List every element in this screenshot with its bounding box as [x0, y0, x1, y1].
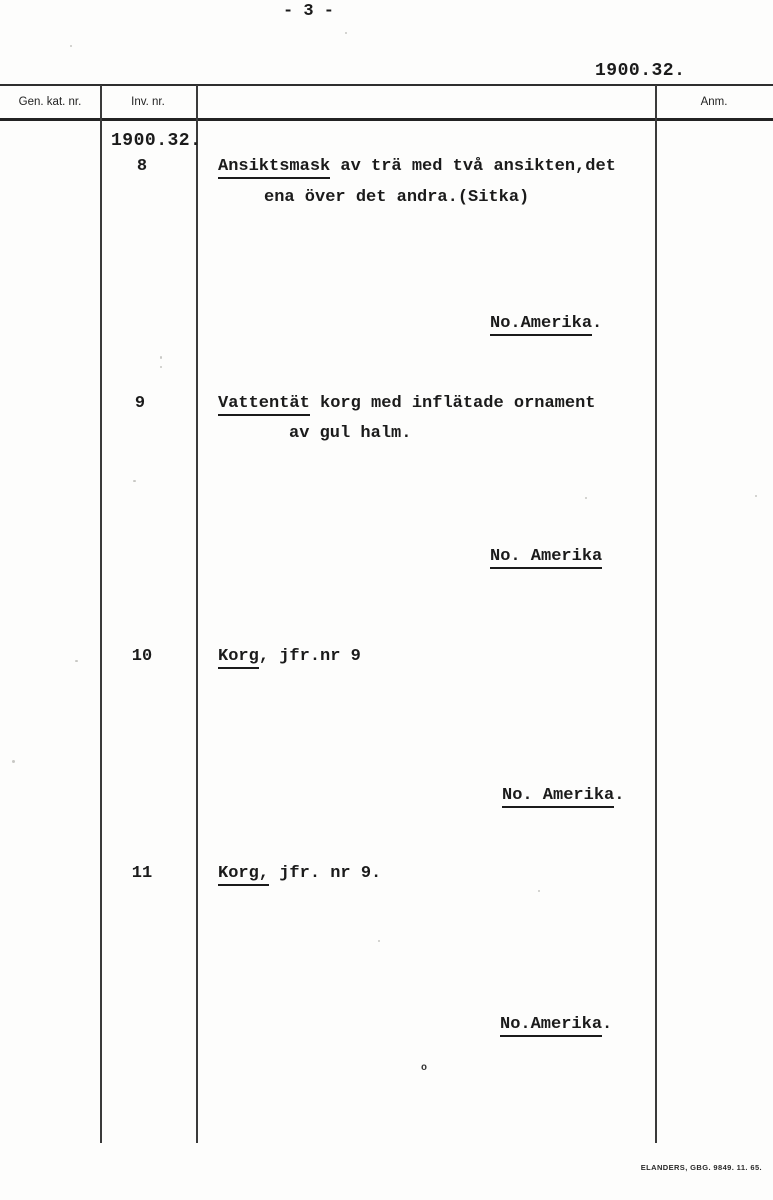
scan-speck [160, 366, 162, 368]
item-desc-rest-9: korg med inflätade ornament [309, 394, 596, 413]
catalog-number-header: 1900.32. [595, 61, 686, 81]
item-keyword-10: Korg [218, 647, 259, 669]
scan-speck [12, 760, 15, 763]
column-divider-2 [196, 85, 198, 1143]
scan-speck [345, 32, 347, 34]
page-number: - 3 - [283, 2, 335, 21]
item-description-10 [218, 647, 361, 667]
item-description-9 [218, 394, 595, 414]
item-keyword-8: Ansiktsmask [218, 157, 330, 179]
scan-speck [585, 497, 587, 499]
table-top-rule [0, 84, 773, 86]
origin-text-8: No.Amerika [490, 314, 592, 336]
item-description-8-line2: ena över det andra.(Sitka) [264, 188, 530, 207]
column-divider-1 [100, 85, 102, 1143]
stray-mark: o [421, 1063, 428, 1074]
scan-speck [70, 45, 72, 47]
item-keyword-11: Korg, [218, 864, 269, 886]
origin-text-11: No.Amerika [500, 1015, 602, 1037]
origin-text-9: No. Amerika [490, 547, 602, 569]
origin-suffix-11: . [602, 1015, 613, 1034]
item-desc-rest-8: av trä med två ansikten,det [330, 157, 616, 176]
header-inv-nr: Inv. nr. [131, 96, 165, 108]
origin-text-10: No. Amerika [502, 786, 614, 808]
item-keyword-9: Vattentät [218, 394, 310, 416]
item-desc-rest-10: , jfr.nr 9 [258, 647, 361, 666]
scan-speck [160, 356, 162, 359]
scan-speck [133, 480, 136, 482]
column-divider-3 [655, 85, 657, 1143]
inv-nr-10: 10 [131, 647, 153, 666]
header-gen-kat-nr: Gen. kat. nr. [18, 96, 82, 108]
scan-speck [755, 495, 757, 497]
inv-nr-11: 11 [131, 864, 153, 883]
scan-speck [75, 660, 78, 662]
scan-speck [378, 940, 380, 942]
origin-label-11 [500, 1015, 612, 1035]
inv-nr-9: 9 [134, 394, 146, 413]
item-desc-rest-11: jfr. nr 9. [269, 864, 382, 883]
item-description-11 [218, 864, 381, 884]
item-description-8 [218, 157, 616, 177]
table-header-bottom-rule [0, 118, 773, 121]
printer-imprint: ELANDERS, GBG. 9849. 11. 65. [640, 1163, 762, 1172]
origin-label-9 [490, 547, 602, 567]
header-anm: Anm. [700, 96, 728, 108]
inv-nr-8: 8 [136, 157, 148, 176]
origin-label-8 [490, 314, 602, 334]
scan-speck [538, 890, 540, 892]
item-description-9-line2: av gul halm. [289, 424, 412, 443]
origin-suffix-10: . [614, 786, 625, 805]
group-catalog-label: 1900.32. [111, 131, 202, 151]
origin-suffix-8: . [592, 314, 603, 333]
origin-label-10 [502, 786, 624, 806]
